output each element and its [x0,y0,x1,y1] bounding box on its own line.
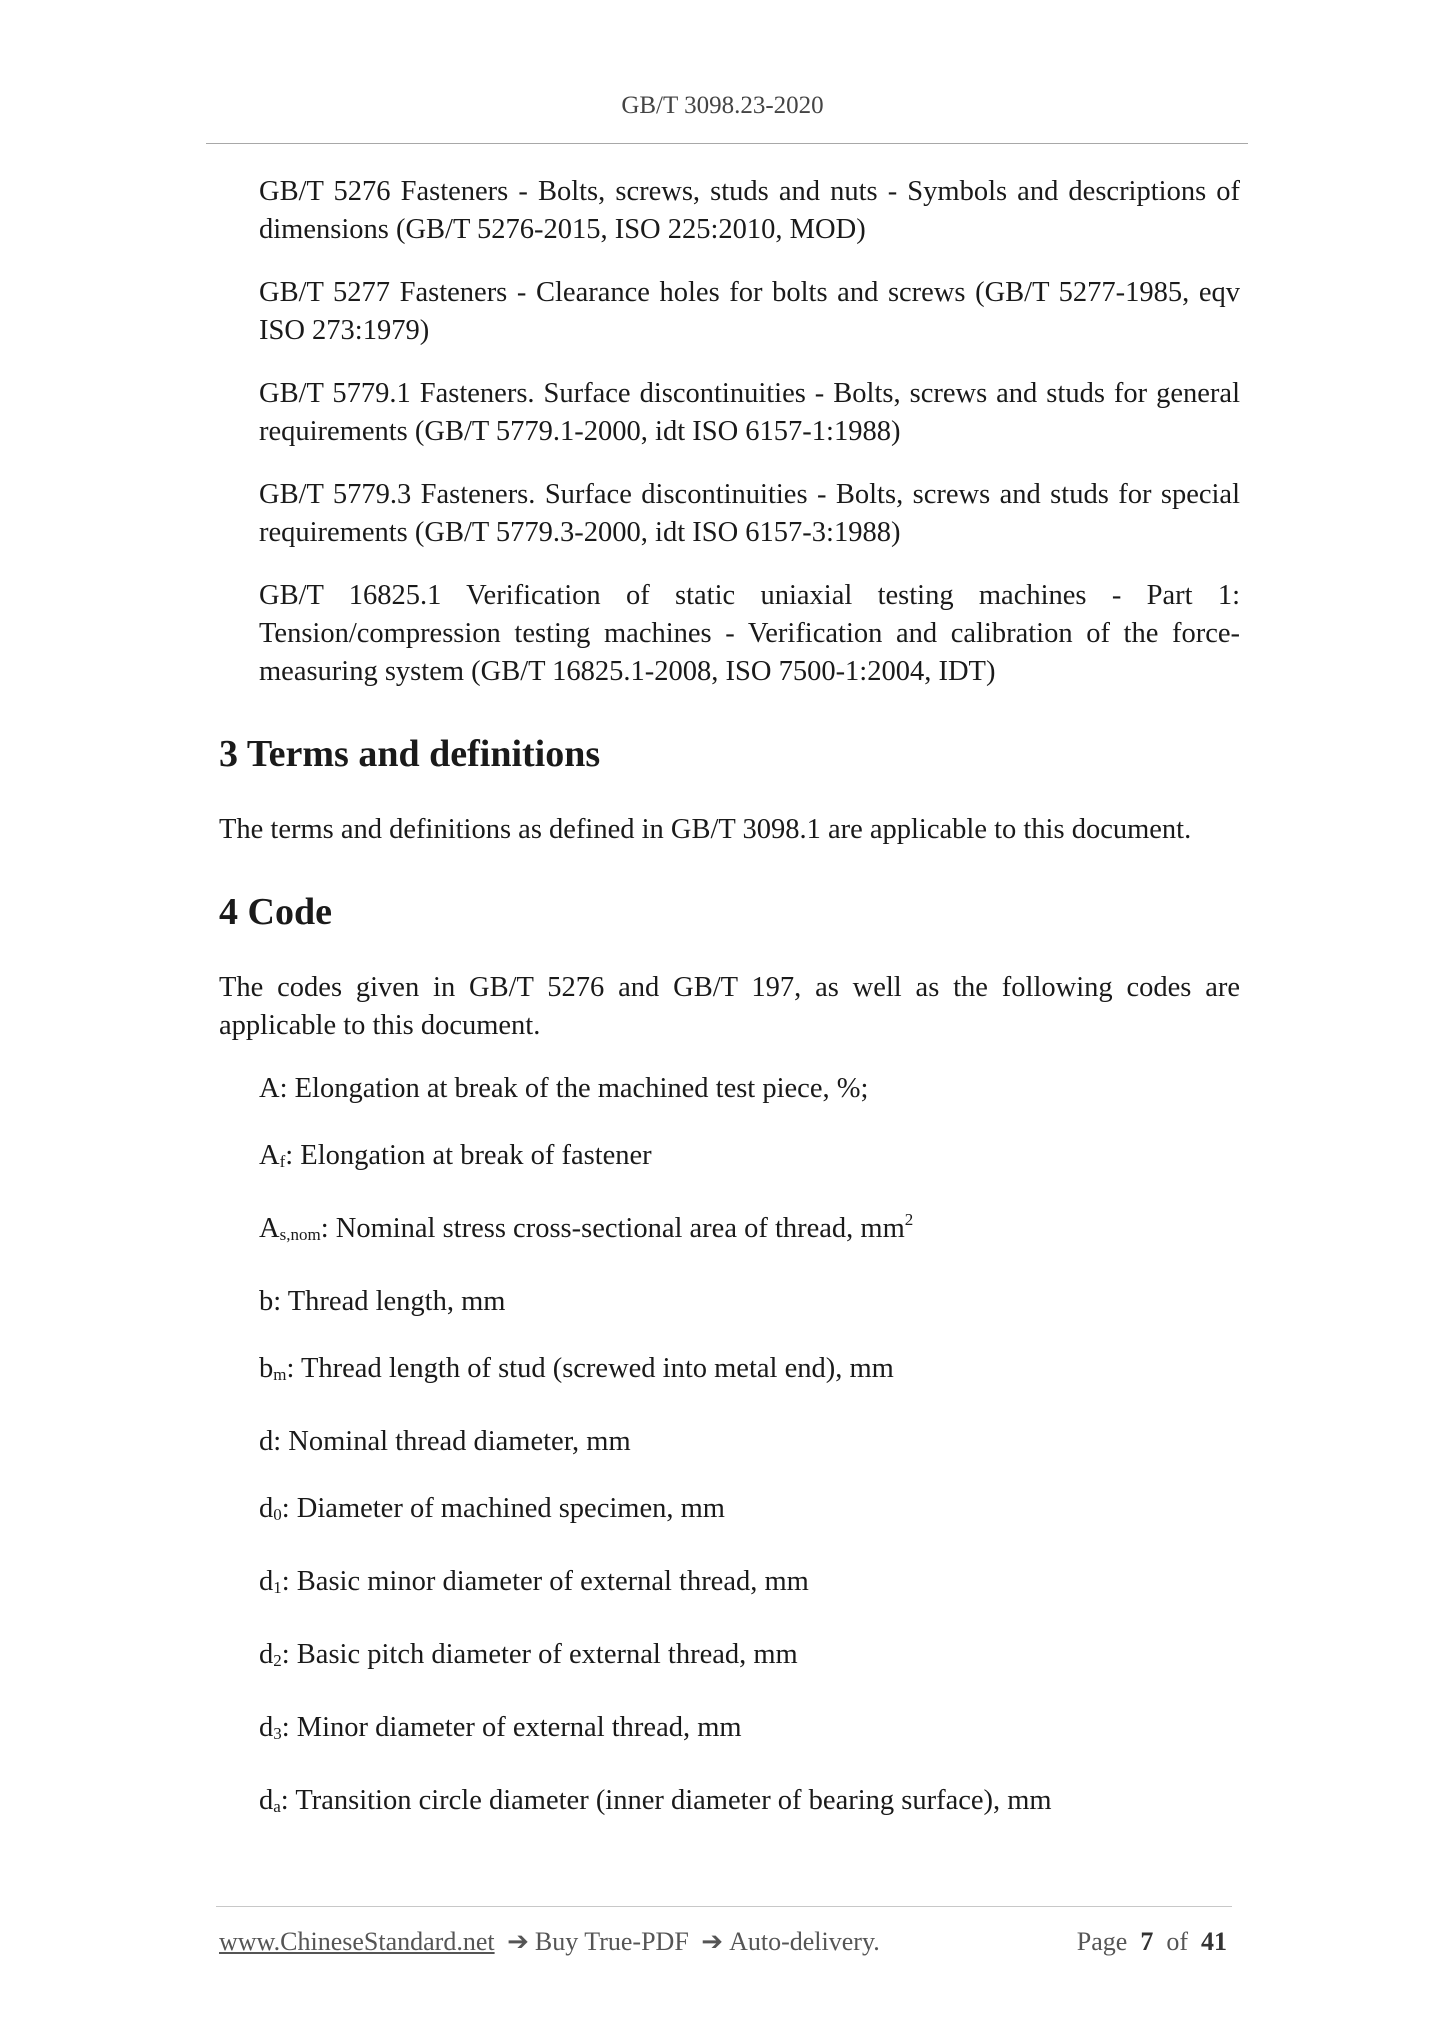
arrow-right-icon: ➔ [701,1927,724,1956]
code-item [259,1636,1240,1680]
reference-item: GB/T 5779.3 Fasteners. Surface discontinuities - Bolts, screws and studs for special requirements (GB/T 5779.3-2000, idt ISO 6157-3:1988) [259,479,1240,548]
code-subscript: 0 [273,1505,282,1524]
page-header: GB/T 3098.23-2020 [621,92,824,119]
code-item [259,1490,1240,1534]
code-symbol: d [259,1426,274,1457]
section-3-heading: 3 Terms and definitions [219,733,601,775]
code-description: : Thread length of stud (screwed into metal end), mm [286,1353,894,1384]
code-symbol: d [259,1785,274,1816]
code-subscript: 2 [273,1651,282,1670]
code-subscript: m [273,1365,287,1384]
auto-delivery-text: Auto-delivery. [729,1927,880,1956]
code-list [219,1070,1240,1826]
page-indicator [1077,1927,1227,1957]
code-symbol: d [259,1493,274,1524]
code-description: : Minor diameter of external thread, mm [281,1712,742,1743]
code-subscript: s,nom [279,1225,321,1244]
reference-list [219,173,1240,691]
code-description: : Basic pitch diameter of external thread, mm [281,1639,798,1670]
code-item [259,1283,1240,1321]
code-subscript: a [273,1797,281,1816]
section-4-heading: 4 Code [219,891,332,933]
code-item [259,1210,1240,1254]
code-description: : Nominal stress cross-sectional area of thread, mm [320,1213,905,1244]
footer-left [219,1927,880,1957]
reference-item: GB/T 5779.1 Fasteners. Surface discontinuities - Bolts, screws and studs for general requirements (GB/T 5779.1-2000, idt ISO 6157-1:1988) [259,378,1240,447]
document-body [219,173,1240,1855]
arrow-right-icon: ➔ [507,1927,529,1956]
code-description: : Transition circle diameter (inner diameter of bearing surface), mm [280,1785,1052,1816]
code-symbol: d [259,1566,274,1597]
code-item [259,1709,1240,1753]
page-label: Page [1076,1927,1128,1956]
section-4-intro: The codes given in GB/T 5276 and GB/T 197, as well as the following codes are applicable to this document. [219,972,1240,1041]
code-item [259,1423,1240,1461]
code-superscript: 2 [904,1210,914,1229]
code-item [259,1350,1240,1394]
buy-pdf-text: Buy True-PDF [534,1927,689,1956]
code-description: : Elongation at break of fastener [285,1140,652,1171]
code-description: : Elongation at break of the machined test piece, %; [279,1073,869,1104]
code-symbol: A [259,1073,280,1104]
code-item [259,1782,1240,1826]
code-description: : Thread length, mm [273,1286,506,1317]
code-symbol: A [259,1140,280,1171]
code-subscript: f [279,1152,286,1171]
code-subscript: 3 [273,1724,282,1743]
code-item [259,1070,1240,1108]
code-item [259,1563,1240,1607]
footer-divider [216,1906,1232,1907]
code-symbol: b [259,1286,274,1317]
code-subscript: 1 [273,1578,282,1597]
code-item [259,1137,1240,1181]
code-description: : Diameter of machined specimen, mm [281,1493,725,1524]
website-link[interactable]: www.ChineseStandard.net [219,1927,495,1956]
code-symbol: d [259,1712,274,1743]
code-symbol: A [259,1213,280,1244]
reference-item: GB/T 5276 Fasteners - Bolts, screws, studs and nuts - Symbols and descriptions of dimensions (GB/T 5276-2015, ISO 225:2010, MOD) [259,176,1240,245]
section-3-text: The terms and definitions as defined in GB/T 3098.1 are applicable to this document. [219,814,1192,845]
page-total: 41 [1201,1927,1227,1956]
code-description: : Basic minor diameter of external thread, mm [281,1566,809,1597]
code-description: : Nominal thread diameter, mm [273,1426,631,1457]
page-of: of [1166,1927,1188,1956]
header-divider [206,143,1248,144]
code-symbol: b [259,1353,274,1384]
page-footer [219,1927,1227,1957]
reference-item: GB/T 5277 Fasteners - Clearance holes for bolts and screws (GB/T 5277-1985, eqv ISO 273:1979) [259,277,1240,346]
code-symbol: d [259,1639,274,1670]
reference-item: GB/T 16825.1 Verification of static uniaxial testing machines - Part 1: Tension/compression testing machines - Verification and calibration of the force-measuring system (GB/T 16825.1-2008, ISO 7500-1:2004, IDT) [259,580,1240,687]
page-current: 7 [1140,1927,1154,1956]
